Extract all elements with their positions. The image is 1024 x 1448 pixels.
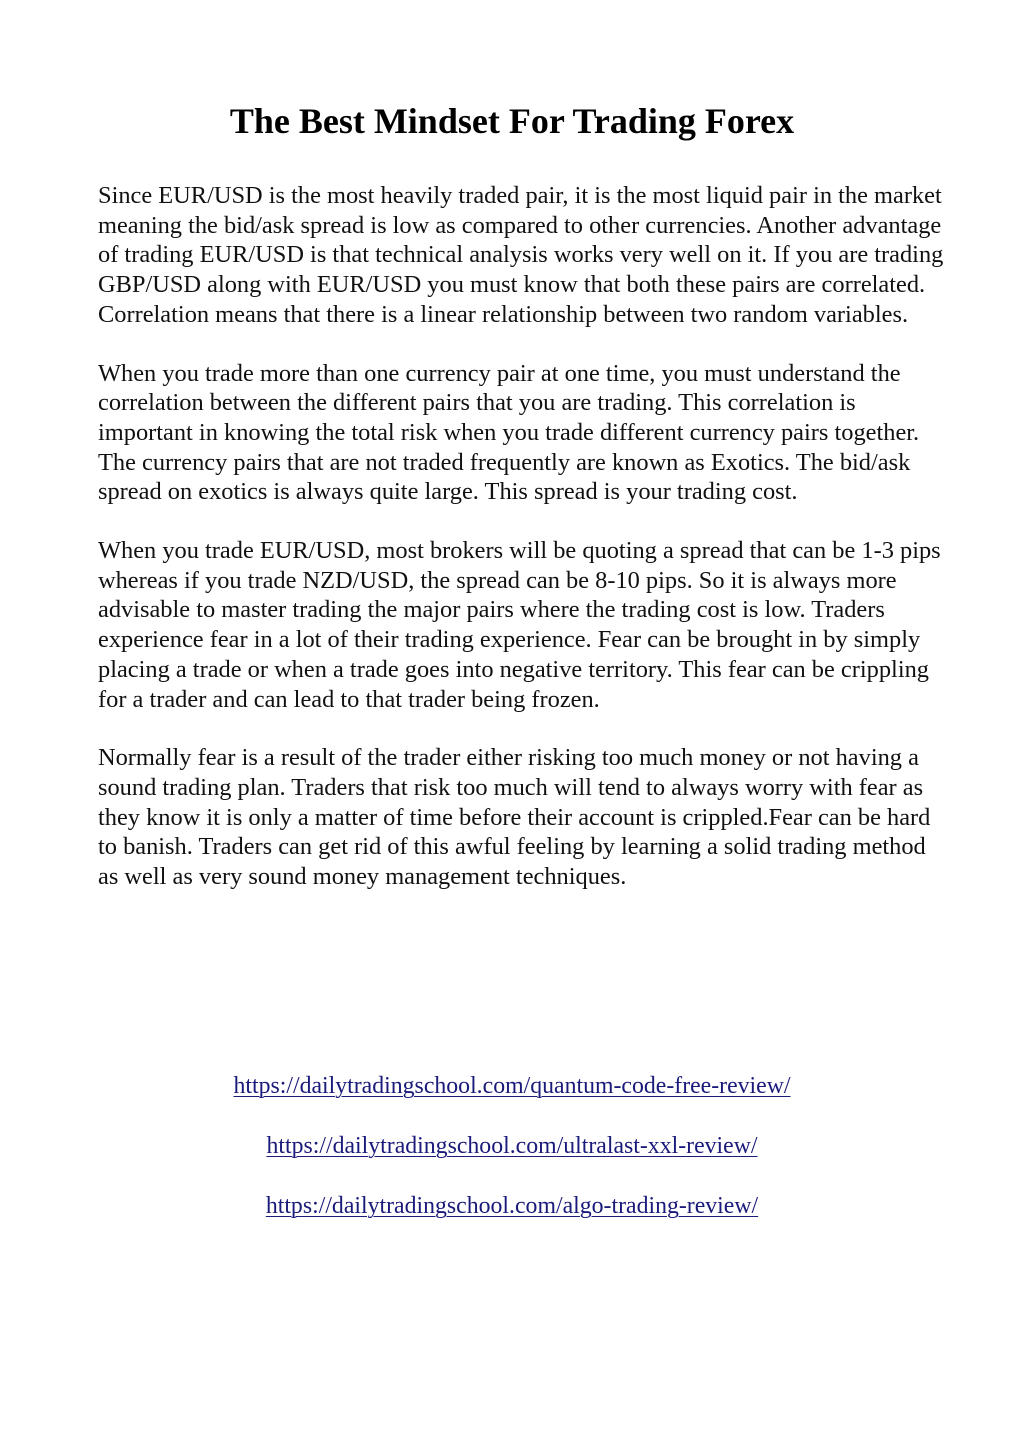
algo-trading-review-link[interactable]: https://dailytradingschool.com/algo-trading-review/ bbox=[265, 1193, 759, 1219]
paragraph-4: Normally fear is a result of the trader either risking too much money or not having a sound trading plan. Traders that risk too much will tend to always worry with fear as they know it is only a matter of time before their account is crippled.Fear can be hard to banish. Traders can get rid of this awful feeling by learning a solid trading method as well as very sound money management techniques. bbox=[98, 744, 931, 891]
link-row bbox=[0, 1190, 1024, 1250]
paragraph-3: When you trade EUR/USD, most brokers will be quoting a spread that can be 1-3 pips whereas if you trade NZD/USD, the spread can be 8-10 pips. So it is always more advisable to master trading the major pairs where the trading cost is low. Traders experience fear in a lot of their trading experience. Fear can be brought in by simply placing a trade or when a trade goes into negative territory. This fear can be crippling for a trader and can lead to that trader being frozen. bbox=[98, 537, 941, 713]
link-row bbox=[0, 1070, 1024, 1130]
paragraph-2: When you trade more than one currency pair at one time, you must understand the correlation between the different pairs that you are trading. This correlation is important in knowing the total risk when you trade different currency pairs together. The currency pairs that are not traded frequently are known as Exotics. The bid/ask spread on exotics is always quite large. This spread is your trading cost. bbox=[98, 359, 920, 506]
quantum-code-review-link[interactable]: https://dailytradingschool.com/quantum-code-free-review/ bbox=[233, 1073, 791, 1099]
document-title: The Best Mindset For Trading Forex bbox=[229, 101, 795, 141]
document-body bbox=[98, 181, 944, 921]
link-list bbox=[0, 1070, 1024, 1250]
link-row bbox=[0, 1130, 1024, 1190]
paragraph-1: Since EUR/USD is the most heavily traded pair, it is the most liquid pair in the market meaning the bid/ask spread is low as compared to other currencies. Another advantage of trading EUR/USD is that technical analysis works very well on it. If you are trading GBP/USD along with EUR/USD you must know that both these pairs are correlated. Correlation means that there is a linear relationship between two random variables. bbox=[98, 182, 944, 328]
ultralast-xxl-review-link[interactable]: https://dailytradingschool.com/ultralast-xxl-review/ bbox=[266, 1133, 758, 1159]
